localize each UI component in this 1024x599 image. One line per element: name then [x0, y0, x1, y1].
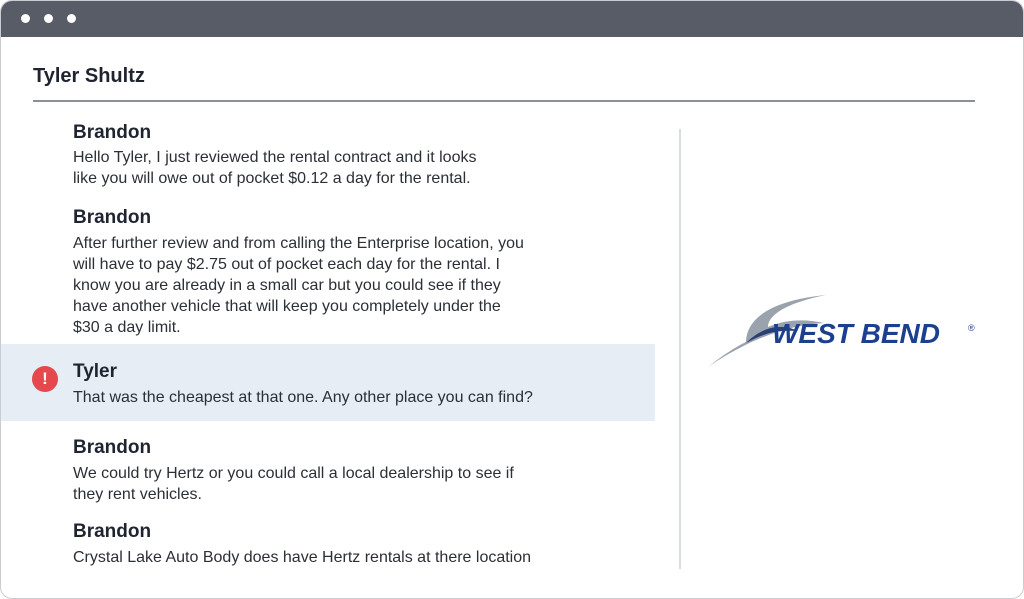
message-text: [73, 463, 613, 505]
message-sender: Brandon: [73, 437, 152, 458]
message-sender: Brandon: [73, 521, 152, 542]
message-item[interactable]: [1, 436, 655, 506]
message-line: After further review and from calling the Enterprise location, you: [73, 235, 524, 252]
message-item[interactable]: [1, 119, 655, 189]
message-item[interactable]: [1, 520, 655, 572]
message-line: have another vehicle that will keep you completely under the: [73, 298, 501, 315]
logo-registered-mark: ®: [968, 323, 975, 333]
message-line: will have to pay $2.75 out of pocket each day for the rental. I: [73, 256, 500, 273]
message-line: That was the cheapest at that one. Any other place you can find?: [73, 389, 533, 406]
message-line: know you are already in a small car but you could see if they: [73, 277, 501, 294]
message-item[interactable]: [1, 207, 655, 337]
window-titlebar: [1, 1, 1023, 37]
message-line: they rent vehicles.: [73, 486, 202, 503]
contact-name: Tyler Shultz: [33, 65, 145, 87]
message-line: Hello Tyler, I just reviewed the rental contract and it looks: [73, 149, 477, 166]
window-dot-icon[interactable]: [21, 14, 30, 23]
message-text: [73, 387, 633, 408]
message-line: like you will owe out of pocket $0.12 a day for the rental.: [73, 170, 471, 187]
message-sender: Brandon: [73, 207, 152, 228]
window-dot-icon[interactable]: [44, 14, 53, 23]
header-divider: [33, 100, 975, 102]
logo-text: WEST BEND: [772, 318, 940, 349]
panel-divider: [679, 129, 681, 569]
message-sender: Brandon: [73, 122, 152, 143]
message-line: Crystal Lake Auto Body does have Hertz rentals at there location: [73, 549, 532, 566]
message-text: [73, 233, 613, 338]
west-bend-logo: [706, 291, 986, 371]
message-item-flagged[interactable]: [1, 344, 655, 421]
message-text: [73, 147, 613, 189]
message-line: We could try Hertz or you could call a local dealership to see if: [73, 465, 514, 482]
message-line: $30 a day limit.: [73, 319, 181, 336]
window-dot-icon[interactable]: [67, 14, 76, 23]
message-sender: Tyler: [73, 361, 118, 382]
message-text: [73, 547, 633, 568]
exclamation-alert-icon: !: [32, 366, 58, 392]
